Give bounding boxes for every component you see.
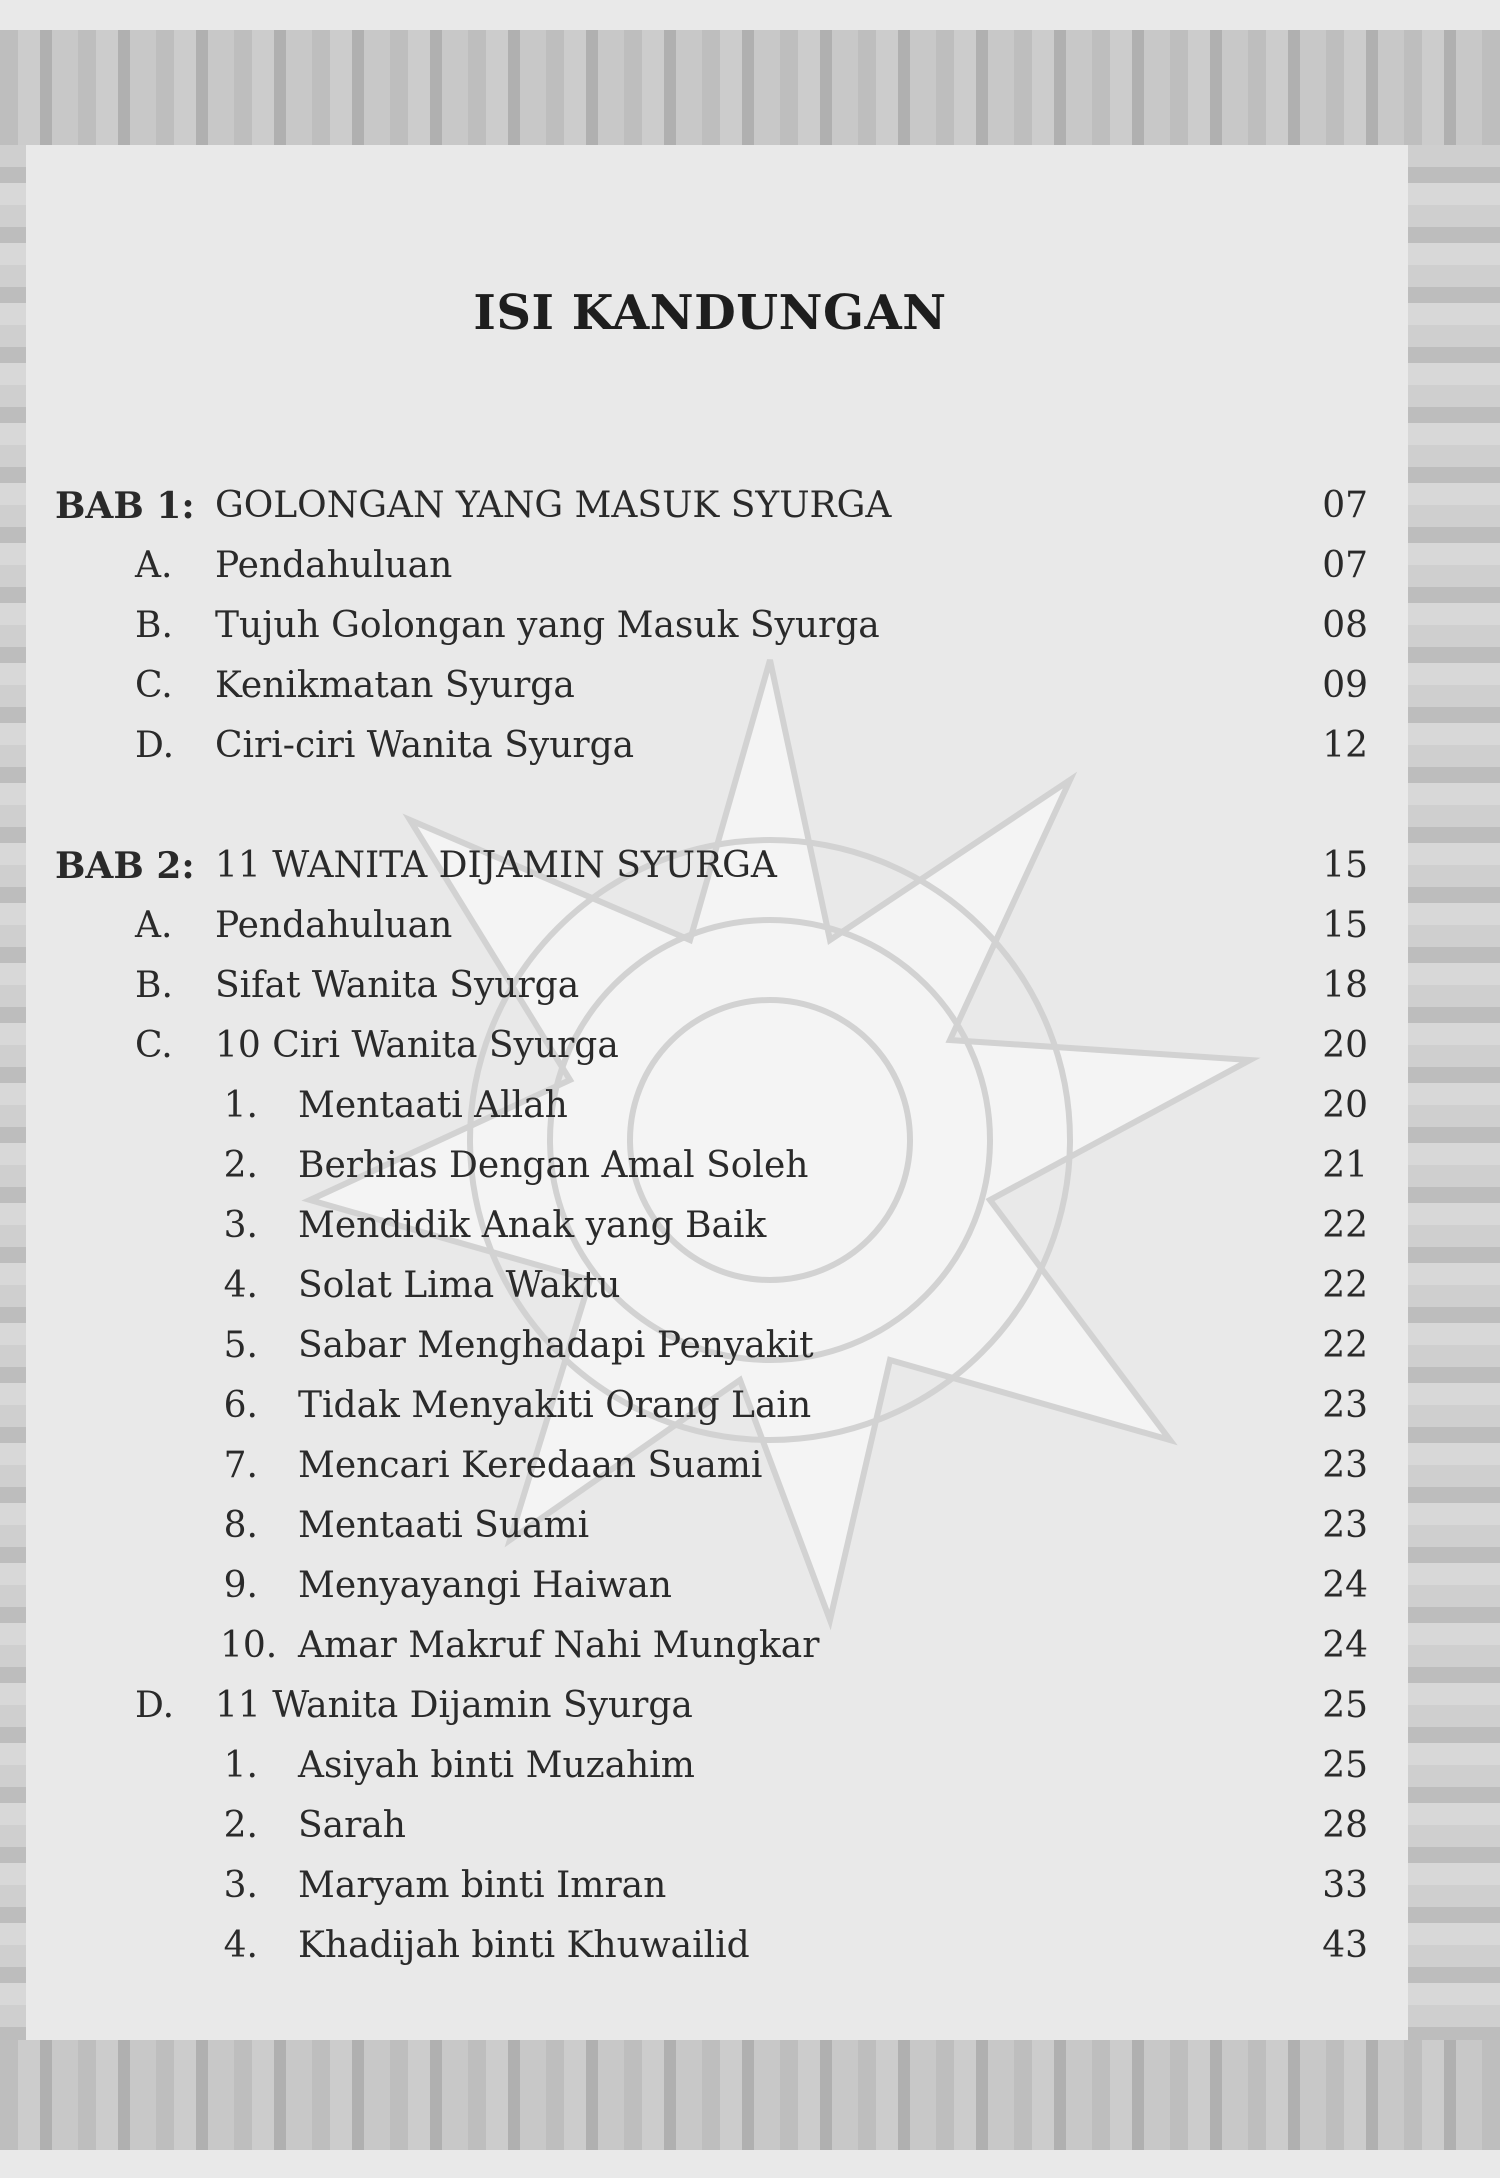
section-page-number: 08 (1322, 605, 1368, 646)
section-title: Pendahuluan (215, 545, 453, 586)
section-number: B. (135, 605, 173, 646)
section-page-number: 07 (1322, 545, 1368, 586)
item-page-number: 22 (1322, 1265, 1368, 1306)
item-number: 4. (223, 1925, 258, 1966)
item-title: Mendidik Anak yang Baik (298, 1205, 767, 1246)
left-ornamental-border (0, 145, 26, 2040)
section-title: 10 Ciri Wanita Syurga (215, 1025, 619, 1066)
item-title: Tidak Menyakiti Orang Lain (298, 1385, 812, 1426)
item-title: Maryam binti Imran (298, 1865, 667, 1906)
page-title: ISI KANDUNGAN (473, 285, 947, 341)
section-page-number: 15 (1322, 905, 1368, 946)
section-page-number: 12 (1322, 725, 1368, 766)
item-page-number: 25 (1322, 1745, 1368, 1786)
section-page-number: 25 (1322, 1685, 1368, 1726)
item-page-number: 23 (1322, 1385, 1368, 1426)
item-number: 5. (223, 1325, 258, 1366)
bottom-ornamental-band (0, 2040, 1500, 2150)
item-title: Solat Lima Waktu (298, 1265, 621, 1306)
item-title: Berhias Dengan Amal Soleh (298, 1145, 809, 1186)
item-page-number: 33 (1322, 1865, 1368, 1906)
item-title: Asiyah binti Muzahim (298, 1745, 695, 1786)
item-page-number: 28 (1322, 1805, 1368, 1846)
chapter-page-number: 15 (1322, 845, 1368, 886)
item-number: 2. (223, 1805, 258, 1846)
item-title: Menyayangi Haiwan (298, 1565, 672, 1606)
item-number: 8. (223, 1505, 258, 1546)
chapter-title: 11 WANITA DIJAMIN SYURGA (215, 845, 777, 886)
top-ornamental-band (0, 30, 1500, 145)
chapter-number: BAB 2: (55, 845, 195, 887)
item-page-number: 20 (1322, 1085, 1368, 1126)
item-number: 1. (223, 1745, 258, 1786)
item-title: Sarah (298, 1805, 406, 1846)
item-number: 6. (223, 1385, 258, 1426)
section-title: Sifat Wanita Syurga (215, 965, 580, 1006)
section-title: 11 Wanita Dijamin Syurga (215, 1685, 693, 1726)
chapter-number: BAB 1: (55, 485, 195, 527)
item-page-number: 22 (1322, 1205, 1368, 1246)
section-number: C. (135, 665, 173, 706)
chapter-title: GOLONGAN YANG MASUK SYURGA (215, 485, 892, 526)
item-number: 9. (223, 1565, 258, 1606)
item-page-number: 22 (1322, 1325, 1368, 1366)
section-page-number: 20 (1322, 1025, 1368, 1066)
section-title: Kenikmatan Syurga (215, 665, 575, 706)
section-number: A. (135, 545, 173, 586)
item-number: 2. (223, 1145, 258, 1186)
item-page-number: 43 (1322, 1925, 1368, 1966)
item-page-number: 23 (1322, 1445, 1368, 1486)
item-number: 3. (223, 1865, 258, 1906)
item-number: 10. (220, 1625, 278, 1666)
item-number: 4. (223, 1265, 258, 1306)
item-title: Mentaati Allah (298, 1085, 568, 1126)
item-title: Mencari Keredaan Suami (298, 1445, 763, 1486)
right-ornamental-border (1408, 145, 1500, 2040)
item-number: 1. (223, 1085, 258, 1126)
item-page-number: 24 (1322, 1625, 1368, 1666)
section-title: Pendahuluan (215, 905, 453, 946)
item-title: Amar Makruf Nahi Mungkar (298, 1625, 820, 1666)
item-page-number: 21 (1322, 1145, 1368, 1186)
chapter-page-number: 07 (1322, 485, 1368, 526)
item-page-number: 24 (1322, 1565, 1368, 1606)
section-number: C. (135, 1025, 173, 1066)
section-number: D. (135, 725, 175, 766)
item-title: Mentaati Suami (298, 1505, 590, 1546)
item-number: 7. (223, 1445, 258, 1486)
item-number: 3. (223, 1205, 258, 1246)
section-title: Ciri-ciri Wanita Syurga (215, 725, 635, 766)
section-number: B. (135, 965, 173, 1006)
section-page-number: 09 (1322, 665, 1368, 706)
item-title: Sabar Menghadapi Penyakit (298, 1325, 814, 1366)
item-page-number: 23 (1322, 1505, 1368, 1546)
item-title: Khadijah binti Khuwailid (298, 1925, 750, 1966)
section-page-number: 18 (1322, 965, 1368, 1006)
section-number: A. (135, 905, 173, 946)
section-title: Tujuh Golongan yang Masuk Syurga (215, 605, 880, 646)
section-number: D. (135, 1685, 175, 1726)
